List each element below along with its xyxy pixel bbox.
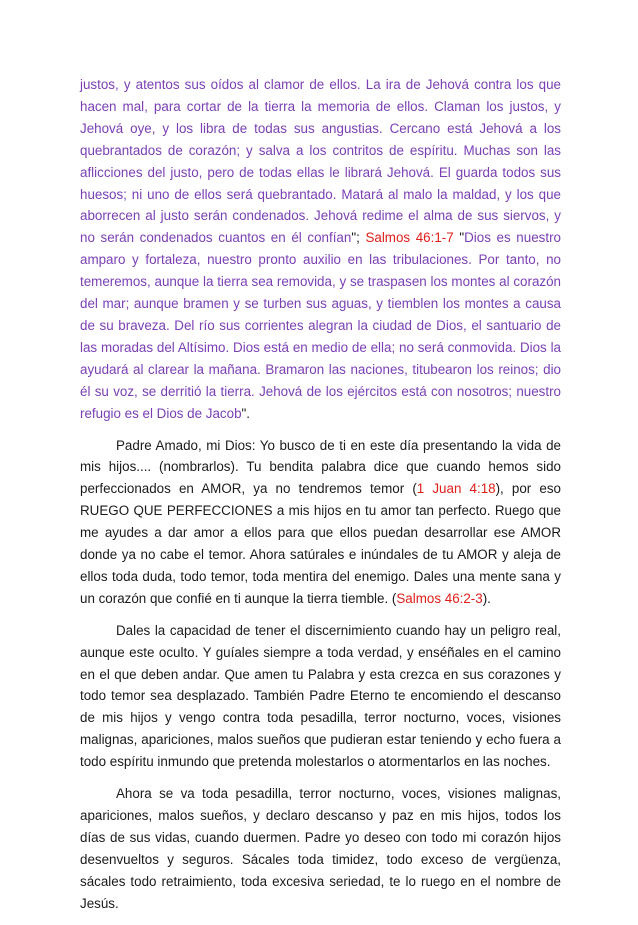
- scripture-paragraph: [80, 74, 561, 425]
- prayer-text-1b: ), por eso RUEGO QUE PERFECCIONES a mis hijos en tu amor tan perfecto. Ruego que me ayudes a dar amor a ellos para que ellos puedan desarrollar ese AMOR donde ya no cabe el temor. Ahora satúrales e inúndales de tu AMOR y aleja de ellos toda duda, todo temor, toda mentira del enemigo. Dales una mente sana y un corazón que confié en ti aunque la tierra tiemble. (: [80, 481, 561, 606]
- quote-close-period: ".: [241, 405, 251, 421]
- prayer-paragraph-1: [80, 435, 561, 610]
- psalm-46-text: Dios es nuestro amparo y fortaleza, nuestro pronto auxilio en las tribulaciones. Por tanto, no temeremos, aunque la tierra sea removida, y se traspasen los montes al corazón del mar; aunque bramen y se turben sus aguas, y tiemblen los montes a causa de su braveza. Del río sus corrientes alegran la ciudad de Dios, el santuario de las moradas del Altísimo. Dios está en medio de ella; no será conmovida. Dios la ayudará al clarear la mañana. Bramaron las naciones, titubearon los reinos; dio él su voz, se derritió la tierra. Jehová de los ejércitos está con nosotros; nuestro refugio es el Dios de Jacob: [80, 230, 561, 421]
- prayer-text-1a: Padre Amado, mi Dios: Yo busco de ti en este día presentando la vida de mis hijos.... (nombrarlos). Tu bendita palabra dice que cuando hemos sido perfeccionados en AMOR, ya no tendremos temor (: [80, 437, 561, 497]
- prayer-text-1c: ).: [482, 590, 491, 606]
- prayer-paragraph-2: Dales la capacidad de tener el discernimiento cuando hay un peligro real, aunque este oculto. Y guíales siempre a toda verdad, y enséñales en el camino en el que deben andar. Que amen tu Palabra y esta crezca en sus corazones y todo temor sea desplazado. También Padre Eterno te encomiendo el descanso de mis hijos y vengo contra toda pesadilla, terror nocturno, voces, visiones malignas, apariciones, malos sueños que pudieran estar teniendo y echo fuera a todo espíritu inmundo que pretenda molestarlos o atormentarlos en las noches.: [80, 622, 561, 770]
- reference-1-juan-4-18: 1 Juan 4:18: [416, 481, 496, 497]
- prayer-paragraph-3: Ahora se va toda pesadilla, terror nocturno, voces, visiones malignas, apariciones, malos sueños, y declaro descanso y paz en mis hijos, todos los días de sus vidas, cuando duermen. Padre yo deseo con todo mi corazón hijos desenvueltos y seguros. Sácales toda timidez, todo exceso de vergüenza, sácales todo retraimiento, toda excesiva seriedad, te lo ruego en el nombre de Jesús.: [80, 786, 561, 911]
- document-page: [80, 74, 561, 925]
- quote-open: ": [459, 230, 465, 246]
- psalm-34-text: justos, y atentos sus oídos al clamor de ellos. La ira de Jehová contra los que hacen mal, para cortar de la tierra la memoria de ellos. Claman los justos, y Jehová oye, y los libra de todas sus angustias. Cercano está Jehová a los quebrantados de corazón; y salva a los contritos de espíritu. Muchas son las aflicciones del justo, pero de todas ellas le librará Jehová. El guarda todos sus huesos; ni uno de ellos será quebrantado. Matará al malo la maldad, y los que aborrecen al justo serán condenados. Jehová redime el alma de sus siervos, y no serán condenados cuantos en él confían: [80, 77, 561, 246]
- quote-close-semicolon: ";: [351, 230, 360, 246]
- reference-salmos-46-2-3: Salmos 46:2-3: [396, 590, 483, 606]
- reference-salmos-46-1-7: Salmos 46:1-7: [365, 230, 454, 246]
